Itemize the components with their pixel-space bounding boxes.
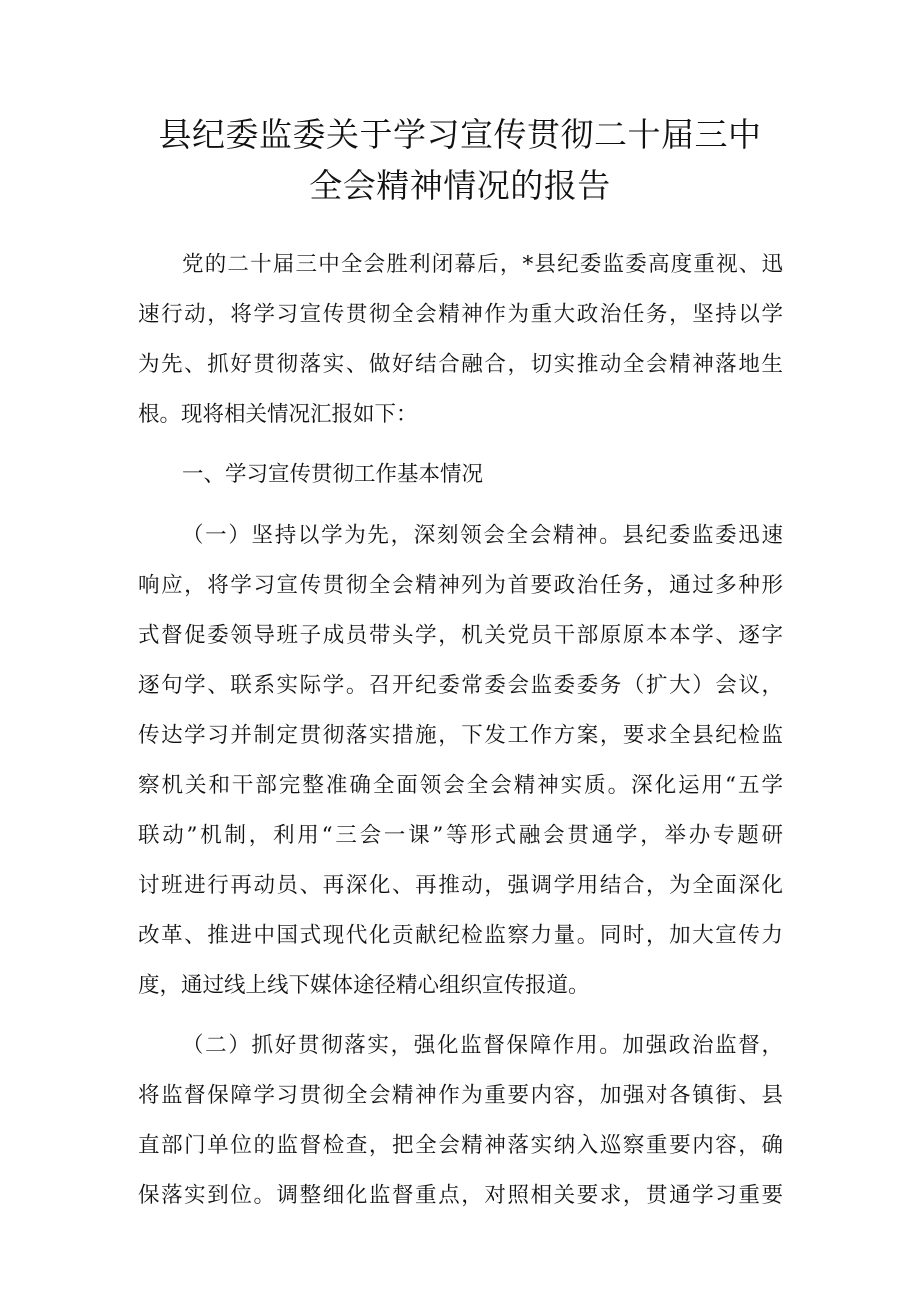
section-1-line: 逐句学、联系实际学。召开纪委常委会监委委务（扩大）会议， — [138, 673, 783, 698]
section-2-line: （二）抓好贯彻落实，强化监督保障作用。加强政治监督， — [182, 1033, 783, 1058]
section-heading-1: 一、学习宣传贯彻工作基本情况 — [182, 462, 484, 487]
document-title-line-2: 全会精神情况的报告 — [309, 166, 611, 205]
section-1-line: 改革、推进中国式现代化贡献纪检监察力量。同时，加大宣传力 — [138, 923, 783, 948]
section-1-line: 讨班进行再动员、再深化、再推动，强调学用结合，为全面深化 — [138, 873, 783, 898]
section-1-line: 传达学习并制定贯彻落实措施，下发工作方案，要求全县纪检监 — [138, 723, 783, 748]
intro-line: 根。现将相关情况汇报如下： — [138, 402, 418, 427]
intro-line: 速行动，将学习宣传贯彻全会精神作为重大政治任务，坚持以学 — [138, 302, 783, 327]
section-1-line: 式督促委领导班子成员带头学，机关党员干部原原本本学、逐字 — [138, 623, 783, 648]
section-2-line: 将监督保障学习贯彻全会精神作为重要内容，加强对各镇街、县 — [138, 1083, 783, 1108]
section-2-line: 保落实到位。调整细化监督重点，对照相关要求，贯通学习重要 — [138, 1183, 783, 1208]
document-title-line-1: 县纪委监委关于学习宣传贯彻二十届三中 — [158, 115, 762, 154]
section-2-line: 直部门单位的监督检查，把全会精神落实纳入巡察重要内容，确 — [138, 1133, 783, 1158]
section-1-line: 联动”机制，利用“三会一课”等形式融会贯通学，举办专题研 — [138, 823, 783, 848]
section-1-line: 度，通过线上线下媒体途径精心组织宣传报道。 — [138, 973, 590, 998]
section-1-line: 响应，将学习宣传贯彻全会精神列为首要政治任务，通过多种形 — [138, 573, 783, 598]
intro-line: 为先、抓好贯彻落实、做好结合融合，切实推动全会精神落地生 — [138, 352, 783, 377]
section-1-line: （一）坚持以学为先，深刻领会全会精神。县纪委监委迅速 — [182, 523, 783, 548]
section-1-line: 察机关和干部完整准确全面领会全会精神实质。深化运用“五学 — [138, 773, 783, 798]
intro-line: 党的二十届三中全会胜利闭幕后，*县纪委监委高度重视、迅 — [182, 252, 783, 277]
